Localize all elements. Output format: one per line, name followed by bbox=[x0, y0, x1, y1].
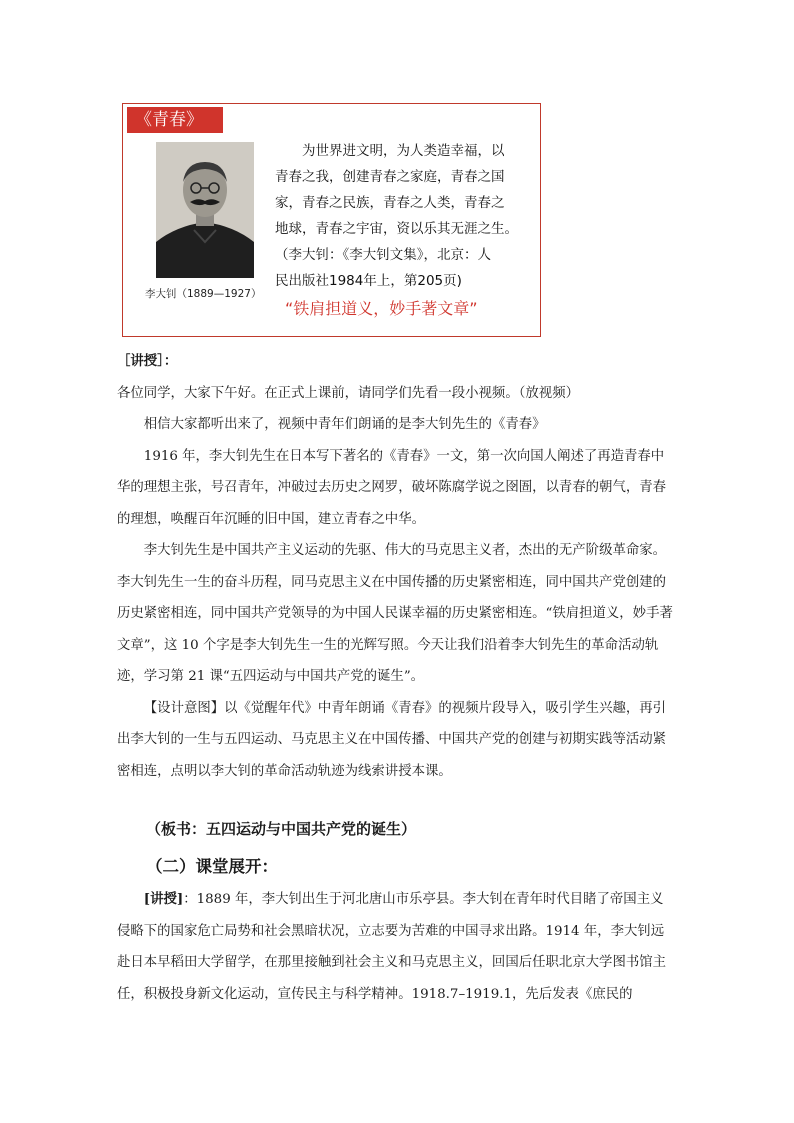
section-heading: （二）课堂展开： bbox=[146, 857, 278, 876]
paragraph bbox=[117, 884, 675, 1010]
slide-title-tag: 《青春》 bbox=[127, 107, 223, 133]
paragraph: 相信大家都听出来了，视频中青年们朗诵的是李大钊先生的《青春》 bbox=[143, 417, 546, 432]
quote-line: 青春之我，创建青春之家庭，青春之国 bbox=[275, 169, 505, 185]
unfold-text: ：1889 年，李大钊出生于河北唐山市乐亭县。李大钊在青年时代目睹了帝国主义侵略下的国家危亡局势和社会黑暗状况，立志要为苦难的中国寻求出路。1914 年，李大钊远赴日本早稻田大学留学，在那里接触到社会主义和马克思主义，回国后任职北京大学图书馆主任，积极投身新文化运动，宣传民主与科学精神。1918.7–1919.1，先后发表《庶民的 bbox=[117, 892, 667, 1002]
quote-line: 为世界进文明，为人类造幸福，以 bbox=[302, 143, 505, 159]
design-intent-paragraph bbox=[117, 693, 675, 788]
board-heading: （板书：五四运动与中国共产党的诞生） bbox=[146, 820, 417, 838]
lecture-section bbox=[117, 346, 675, 787]
quote-line: 家，青春之民族，青春之人类，青春之 bbox=[275, 195, 505, 211]
portrait-photo bbox=[156, 142, 254, 278]
lecture-label: ［讲授］： bbox=[117, 353, 178, 369]
slide-image bbox=[122, 103, 541, 337]
portrait-caption: 李大钊（1889—1927） bbox=[145, 288, 262, 300]
design-intent-label: 【设计意图】 bbox=[143, 700, 225, 716]
paragraph: 各位同学，大家下午好。在正式上课前，请同学们先看一段小视频。（放视频） bbox=[117, 385, 579, 401]
paragraph: 1916 年，李大钊先生在日本写下著名的《青春》一文，第一次向国人阐述了再造青春中华的理想主张，号召青年，冲破过去历史之网罗，破坏陈腐学说之囹圄，以青春的朝气，青春的理想，唤醒百年沉睡的旧中国，建立青春之中华。 bbox=[117, 448, 667, 527]
portrait-illustration bbox=[156, 142, 254, 278]
quote-block bbox=[275, 138, 530, 294]
paragraph: 李大钊先生是中国共产主义运动的先驱、伟大的马克思主义者，杰出的无产阶级革命家。李大钊先生一生的奋斗历程，同马克思主义在中国传播的历史紧密相连，同中国共产党创建的历史紧密相连，同中国共产党领导的为中国人民谋幸福的历史紧密相连。“铁肩担道义，妙手著文章”，这 10 个字是李大钊先生一生的光辉写照。今天让我们沿着李大钊先生的革命活动轨迹，学习第 21 课“五四运动与中国共产党的诞生”。 bbox=[117, 543, 673, 684]
unfold-section bbox=[117, 856, 675, 1010]
quote-line: 地球，青春之宇宙，资以乐其无涯之生。 bbox=[275, 221, 518, 237]
quote-citation: （李大钊：《李大钊文集》，北京：人 bbox=[275, 247, 491, 263]
slogan-text: “铁肩担道义，妙手著文章” bbox=[285, 299, 478, 318]
quote-citation: 民出版社1984年上，第205页) bbox=[275, 273, 462, 289]
design-intent-text: 以《觉醒年代》中青年朗诵《青春》的视频片段导入，吸引学生兴趣，再引出李大钊的一生与五四运动、马克思主义在中国传播、中国共产党的创建与初期实践等活动紧密相连，点明以李大钊的革命活动轨迹为线索讲授本课。 bbox=[117, 700, 667, 779]
unfold-label: [讲授] bbox=[143, 891, 184, 907]
